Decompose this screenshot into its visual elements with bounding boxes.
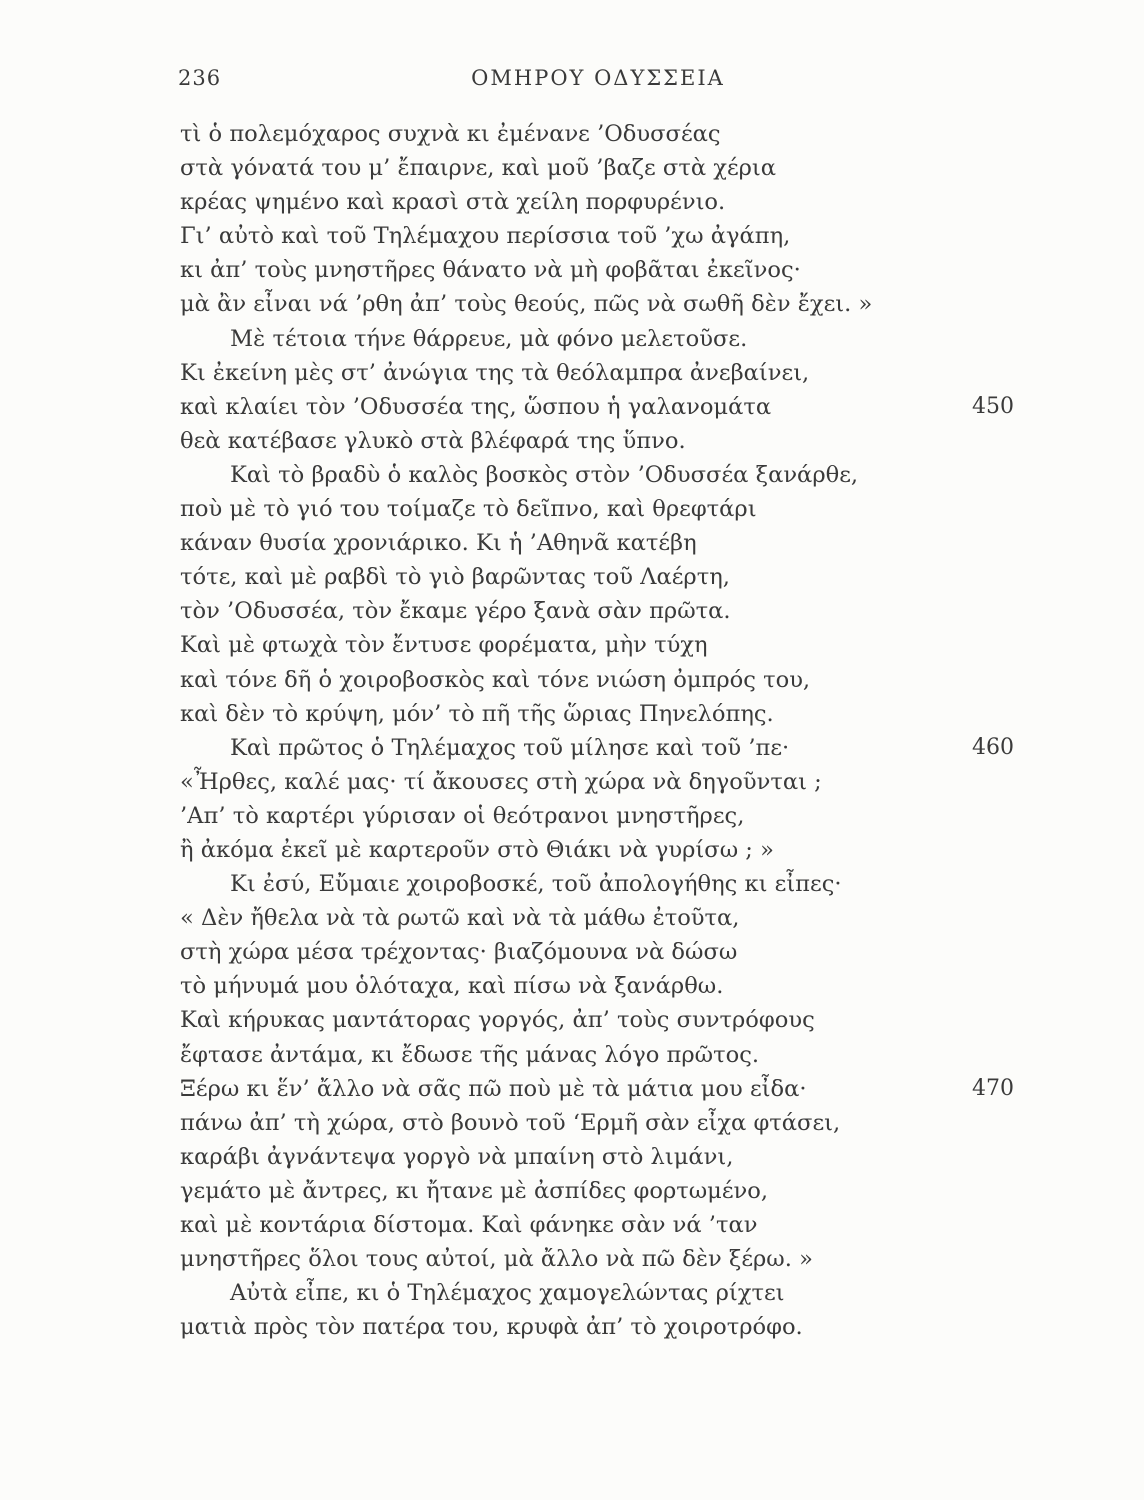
book-title: ΟΜΗΡΟΥ ΟΔΥΣΣΕΙΑ xyxy=(471,66,725,90)
verse-line-text: « Δὲν ἤθελα νὰ τὰ ρωτῶ καὶ νὰ τὰ μάθω ἐτοῦτα, xyxy=(180,905,740,932)
verse-line xyxy=(180,1106,1020,1140)
verse-line-text: καράβι ἀγνάντεψα γοργὸ νὰ μπαίνη στὸ λιμάνι, xyxy=(180,1143,734,1170)
verse-line xyxy=(180,526,1020,560)
verse-line xyxy=(180,935,1020,969)
verse-line xyxy=(180,1242,1020,1276)
verse-line xyxy=(180,151,1020,185)
verse-line-text: θεὰ κατέβασε γλυκὸ στὰ βλέφαρά της ὕπνο. xyxy=(180,427,686,454)
verse-line-text: Κι ἐσύ, Εὔμαιε χοιροβοσκέ, τοῦ ἀπολογήθης κι εἶπες· xyxy=(230,871,842,898)
verse-line xyxy=(180,287,1020,321)
verse-line xyxy=(180,833,1020,867)
verse-line-text: Καὶ μὲ φτωχὰ τὸν ἔντυσε φορέματα, μὴν τύχη xyxy=(180,632,708,659)
verse-line-text: καὶ μὲ κοντάρια δίστομα. Καὶ φάνηκε σὰν νά ’ταν xyxy=(180,1212,758,1238)
verse-line-text: μνηστῆρες ὅλοι τους αὐτοί, μὰ ἄλλο νὰ πῶ δὲν ξέρω. » xyxy=(180,1246,813,1273)
verse-line-text: στὴ χώρα μέσα τρέχοντας· βιαζόμουνα νὰ δώσω xyxy=(180,939,738,966)
verse-line-text: κι ἀπ’ τοὺς μνηστῆρες θάνατο νὰ μὴ φοβᾶται ἐκεῖνος· xyxy=(180,257,801,284)
verse-line xyxy=(180,390,1020,424)
verse-line-text: ’Απ’ τὸ καρτέρι γύρισαν οἱ θεότρανοι μνηστῆρες, xyxy=(180,802,745,829)
verse-text-block xyxy=(180,117,1020,1344)
verse-line xyxy=(180,1310,1020,1344)
verse-line xyxy=(180,799,1020,833)
verse-line xyxy=(180,424,1020,458)
verse-line-text: γεμάτο μὲ ἄντρες, κι ἤτανε μὲ ἀσπίδες φορτωμένο, xyxy=(180,1177,769,1204)
verse-line xyxy=(180,867,1020,901)
verse-line xyxy=(180,901,1020,935)
verse-line xyxy=(180,969,1020,1003)
line-number: 470 xyxy=(972,1075,1014,1101)
verse-line-text: τὸ μήνυμά μου ὁλόταχα, καὶ πίσω νὰ ξανάρθω. xyxy=(180,973,724,1000)
verse-line xyxy=(180,1038,1020,1072)
verse-line-text: ματιὰ πρὸς τὸν πατέρα του, κρυφὰ ἀπ’ τὸ χοιροτρόφο. xyxy=(180,1314,803,1341)
verse-line xyxy=(180,628,1020,662)
verse-line xyxy=(180,1003,1020,1037)
verse-line xyxy=(180,663,1020,697)
verse-line xyxy=(180,1208,1020,1242)
verse-line-text: Καὶ κήρυκας μαντάτορας γοργός, ἀπ’ τοὺς συντρόφους xyxy=(180,1007,815,1034)
verse-line xyxy=(180,356,1020,390)
line-number: 450 xyxy=(972,393,1014,419)
verse-line-text: πάνω ἀπ’ τὴ χώρα, στὸ βουνὸ τοῦ ‘Ερμῆ σὰν εἶχα φτάσει, xyxy=(180,1109,841,1136)
verse-line xyxy=(180,1072,1020,1106)
verse-line-text: κάναν θυσία χρονιάρικο. Κι ἡ ’Αθηνᾶ κατέβη xyxy=(180,530,697,557)
verse-line-text: ἔφτασε ἀντάμα, κι ἔδωσε τῆς μάνας λόγο πρῶτος. xyxy=(180,1041,760,1068)
verse-line xyxy=(180,219,1020,253)
verse-line-text: Κι ἐκείνη μὲς στ’ ἀνώγια της τὰ θεόλαμπρα ἀνεβαίνει, xyxy=(180,359,810,386)
verse-line xyxy=(180,594,1020,628)
verse-line-text: καὶ δὲν τὸ κρύψη, μόν’ τὸ πῆ τῆς ὥριας Πηνελόπης. xyxy=(180,700,774,727)
verse-line xyxy=(180,731,1020,765)
verse-line xyxy=(180,458,1020,492)
verse-line xyxy=(180,492,1020,526)
verse-line xyxy=(180,185,1020,219)
verse-line xyxy=(180,1174,1020,1208)
verse-line-text: στὰ γόνατά του μ’ ἔπαιρνε, καὶ μοῦ ’βαζε στὰ χέρια xyxy=(180,155,777,182)
verse-line xyxy=(180,1276,1020,1310)
verse-line-text: «Ἦρθες, καλέ μας· τί ἄκουσες στὴ χώρα νὰ δηγοῦνται ; xyxy=(180,768,822,795)
verse-line-text: Καὶ πρῶτος ὁ Τηλέμαχος τοῦ μίλησε καὶ τοῦ ’πε· xyxy=(230,734,790,761)
verse-line-text: καὶ τόνε δῆ ὁ χοιροβοσκὸς καὶ τόνε νιώση ὀμπρός του, xyxy=(180,666,811,693)
line-number: 460 xyxy=(972,734,1014,760)
verse-line xyxy=(180,253,1020,287)
verse-line-text: μὰ ἂν εἶναι νά ’ρθη ἀπ’ τοὺς θεούς, πῶς νὰ σωθῆ δὲν ἔχει. » xyxy=(180,291,873,318)
verse-line xyxy=(180,560,1020,594)
verse-line-text: τὸν ’Οδυσσέα, τὸν ἔκαμε γέρο ξανὰ σὰν πρῶτα. xyxy=(180,598,731,625)
verse-line-text: Ξέρω κι ἕν’ ἄλλο νὰ σᾶς πῶ ποὺ μὲ τὰ μάτια μου εἶδα· xyxy=(180,1075,807,1102)
verse-line-text: τότε, καὶ μὲ ραβδὶ τὸ γιὸ βαρῶντας τοῦ Λαέρτη, xyxy=(180,564,730,591)
verse-line-text: καὶ κλαίει τὸν ’Οδυσσέα της, ὥσπου ἡ γαλανομάτα xyxy=(180,393,772,420)
verse-line-text: Μὲ τέτοια τήνε θάρρευε, μὰ φόνο μελετοῦσε. xyxy=(230,325,748,352)
verse-line xyxy=(180,697,1020,731)
verse-line xyxy=(180,765,1020,799)
running-head xyxy=(178,66,1018,102)
verse-line-text: κρέας ψημένο καὶ κρασὶ στὰ χείλη πορφυρένιο. xyxy=(180,189,726,216)
verse-line-text: Γι’ αὐτὸ καὶ τοῦ Τηλέμαχου περίσσια τοῦ ’χω ἀγάπη, xyxy=(180,223,791,250)
verse-line-text: τὶ ὁ πολεμόχαρος συχνὰ κι ἐμένανε ’Οδυσσέας xyxy=(180,121,721,147)
verse-line xyxy=(180,1140,1020,1174)
page-number: 236 xyxy=(178,66,222,90)
verse-line-text: ποὺ μὲ τὸ γιό του τοίμαζε τὸ δεῖπνο, καὶ θρεφτάρι xyxy=(180,496,757,523)
verse-line xyxy=(180,322,1020,356)
verse-line-text: Καὶ τὸ βραδὺ ὁ καλὸς βοσκὸς στὸν ’Οδυσσέα ξανάρθε, xyxy=(230,461,859,488)
verse-line xyxy=(180,117,1020,151)
verse-line-text: ἢ ἀκόμα ἐκεῖ μὲ καρτεροῦν στὸ Θιάκι νὰ γυρίσω ; » xyxy=(180,836,774,863)
verse-line-text: Αὐτὰ εἶπε, κι ὁ Τηλέμαχος χαμογελώντας ρίχτει xyxy=(230,1280,785,1307)
